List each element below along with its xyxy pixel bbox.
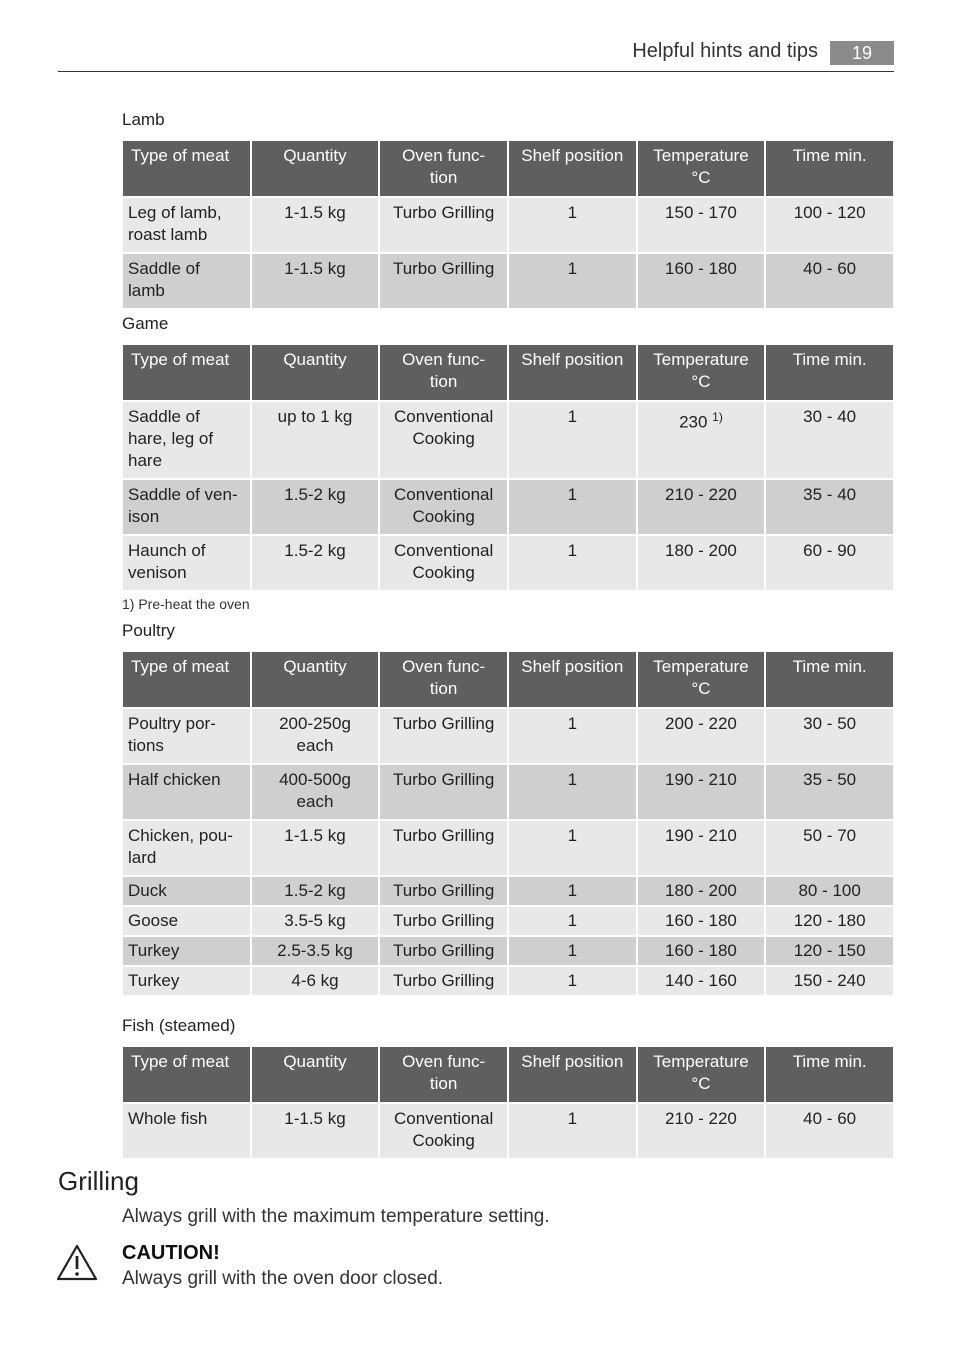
table-cell: 120 - 150 [766, 937, 893, 965]
column-header: Type of meat [123, 141, 250, 196]
column-header: Temperature °C [638, 652, 765, 707]
table-cell: 40 - 60 [766, 254, 893, 308]
table-cell: Saddle of lamb [123, 254, 250, 308]
table-cell: Duck [123, 877, 250, 905]
table-row [123, 937, 893, 965]
table-cell: 1 [509, 402, 636, 478]
table-cell: 140 - 160 [638, 967, 765, 995]
table-cell: 1.5-2 kg [252, 536, 379, 590]
table-cell: Turbo Grilling [380, 937, 507, 965]
lamb-table [121, 139, 895, 310]
table-cell: 200-250g each [252, 709, 379, 763]
table-cell: Chicken, pou- lard [123, 821, 250, 875]
column-header: Type of meat [123, 1047, 250, 1102]
table-cell: 1.5-2 kg [252, 877, 379, 905]
table-cell: Turkey [123, 967, 250, 995]
table-cell: 160 - 180 [638, 937, 765, 965]
column-header: Time min. [766, 345, 893, 400]
table-cell: 2.5-3.5 kg [252, 937, 379, 965]
table-cell: 160 - 180 [638, 254, 765, 308]
table-cell: Turbo Grilling [380, 907, 507, 935]
table-cell: 400-500g each [252, 765, 379, 819]
table-cell: 50 - 70 [766, 821, 893, 875]
column-header: Oven func- tion [380, 345, 507, 400]
table-cell: up to 1 kg [252, 402, 379, 478]
table-cell: Turbo Grilling [380, 709, 507, 763]
table-cell: Conventional Cooking [380, 1104, 507, 1158]
table-cell: 1 [509, 254, 636, 308]
column-header: Oven func- tion [380, 652, 507, 707]
table-cell: 35 - 40 [766, 480, 893, 534]
table-cell: Turbo Grilling [380, 198, 507, 252]
table-cell: 1-1.5 kg [252, 254, 379, 308]
table-cell: 1 [509, 877, 636, 905]
column-header: Shelf position [509, 652, 636, 707]
table-cell: 150 - 240 [766, 967, 893, 995]
table-cell: Conventional Cooking [380, 402, 507, 478]
column-header: Type of meat [123, 345, 250, 400]
column-header: Quantity [252, 652, 379, 707]
table-cell: Turbo Grilling [380, 821, 507, 875]
table-cell: 30 - 50 [766, 709, 893, 763]
table-header [123, 1047, 893, 1102]
table-cell: Whole fish [123, 1104, 250, 1158]
page-header [58, 38, 894, 72]
poultry-table [121, 650, 895, 997]
table-row [123, 1104, 893, 1158]
table-cell: 3.5-5 kg [252, 907, 379, 935]
table-cell: Leg of lamb, roast lamb [123, 198, 250, 252]
table-cell: 1 [509, 536, 636, 590]
table-row [123, 907, 893, 935]
table-row [123, 821, 893, 875]
column-header: Quantity [252, 345, 379, 400]
grilling-heading: Grilling [58, 1166, 139, 1196]
table-cell: 80 - 100 [766, 877, 893, 905]
column-header: Shelf position [509, 1047, 636, 1102]
table-cell: 30 - 40 [766, 402, 893, 478]
fish-table [121, 1045, 895, 1160]
table-cell: Saddle of ven- ison [123, 480, 250, 534]
table-cell: 190 - 210 [638, 765, 765, 819]
caution-title: CAUTION! [122, 1242, 220, 1264]
table-cell: 60 - 90 [766, 536, 893, 590]
table-row [123, 967, 893, 995]
table-cell: 1 [509, 709, 636, 763]
table-header [123, 652, 893, 707]
table-cell: 230 $^{1)}$ [638, 402, 765, 478]
table-cell: 1 [509, 198, 636, 252]
table-row [123, 480, 893, 534]
grilling-instruction: Always grill with the maximum temperature setting. [122, 1206, 550, 1227]
column-header: Shelf position [509, 141, 636, 196]
table-cell: 200 - 220 [638, 709, 765, 763]
table-cell: Turbo Grilling [380, 254, 507, 308]
column-header: Oven func- tion [380, 1047, 507, 1102]
caution-text: Always grill with the oven door closed. [122, 1268, 444, 1289]
table-cell: 160 - 180 [638, 907, 765, 935]
table-cell: 180 - 200 [638, 536, 765, 590]
table-cell: 1-1.5 kg [252, 198, 379, 252]
table-cell: 1 [509, 480, 636, 534]
header-title: Helpful hints and tips [632, 40, 818, 62]
table-row [123, 709, 893, 763]
table-cell: 120 - 180 [766, 907, 893, 935]
footnote-marker: 1) [712, 410, 723, 424]
table-cell: 150 - 170 [638, 198, 765, 252]
section-label-fish: Fish (steamed) [122, 1016, 236, 1035]
table-cell: 210 - 220 [638, 1104, 765, 1158]
table-row [123, 254, 893, 308]
table-cell: 180 - 200 [638, 877, 765, 905]
table-cell: 4-6 kg [252, 967, 379, 995]
table-cell: 1 [509, 907, 636, 935]
table-cell: 1 [509, 937, 636, 965]
warning-triangle-icon [56, 1244, 98, 1282]
column-header: Temperature °C [638, 1047, 765, 1102]
table-cell: 1 [509, 765, 636, 819]
table-cell: 100 - 120 [766, 198, 893, 252]
table-cell: 190 - 210 [638, 821, 765, 875]
table-row [123, 536, 893, 590]
column-header: Time min. [766, 652, 893, 707]
section-label-lamb: Lamb [122, 110, 165, 129]
table-cell: 1 [509, 1104, 636, 1158]
game-table [121, 343, 895, 592]
table-row [123, 198, 893, 252]
table-cell: Turbo Grilling [380, 967, 507, 995]
section-label-poultry: Poultry [122, 621, 175, 640]
footnote-preheat: 1) Pre-heat the oven [122, 596, 250, 612]
table-row [123, 765, 893, 819]
table-cell: 210 - 220 [638, 480, 765, 534]
table-cell: Turbo Grilling [380, 765, 507, 819]
table-cell: 1 [509, 967, 636, 995]
table-cell: 1.5-2 kg [252, 480, 379, 534]
table-cell: Haunch of venison [123, 536, 250, 590]
column-header: Quantity [252, 141, 379, 196]
table-row [123, 402, 893, 478]
table-cell: 40 - 60 [766, 1104, 893, 1158]
table-row [123, 877, 893, 905]
table-cell: Conventional Cooking [380, 480, 507, 534]
table-cell: Goose [123, 907, 250, 935]
section-label-game: Game [122, 314, 169, 333]
table-cell: Turkey [123, 937, 250, 965]
table-cell: Turbo Grilling [380, 877, 507, 905]
table-cell: Conventional Cooking [380, 536, 507, 590]
page-number: 19 [830, 41, 894, 65]
table-cell: 35 - 50 [766, 765, 893, 819]
column-header: Shelf position [509, 345, 636, 400]
table-cell: Half chicken [123, 765, 250, 819]
table-cell: Saddle of hare, leg of hare [123, 402, 250, 478]
column-header: Time min. [766, 141, 893, 196]
table-header [123, 345, 893, 400]
column-header: Type of meat [123, 652, 250, 707]
column-header: Temperature °C [638, 141, 765, 196]
column-header: Time min. [766, 1047, 893, 1102]
table-cell: 1-1.5 kg [252, 821, 379, 875]
column-header: Oven func- tion [380, 141, 507, 196]
column-header: Temperature °C [638, 345, 765, 400]
table-cell: 1-1.5 kg [252, 1104, 379, 1158]
table-cell: 1 [509, 821, 636, 875]
table-header [123, 141, 893, 196]
column-header: Quantity [252, 1047, 379, 1102]
table-cell: Poultry por- tions [123, 709, 250, 763]
